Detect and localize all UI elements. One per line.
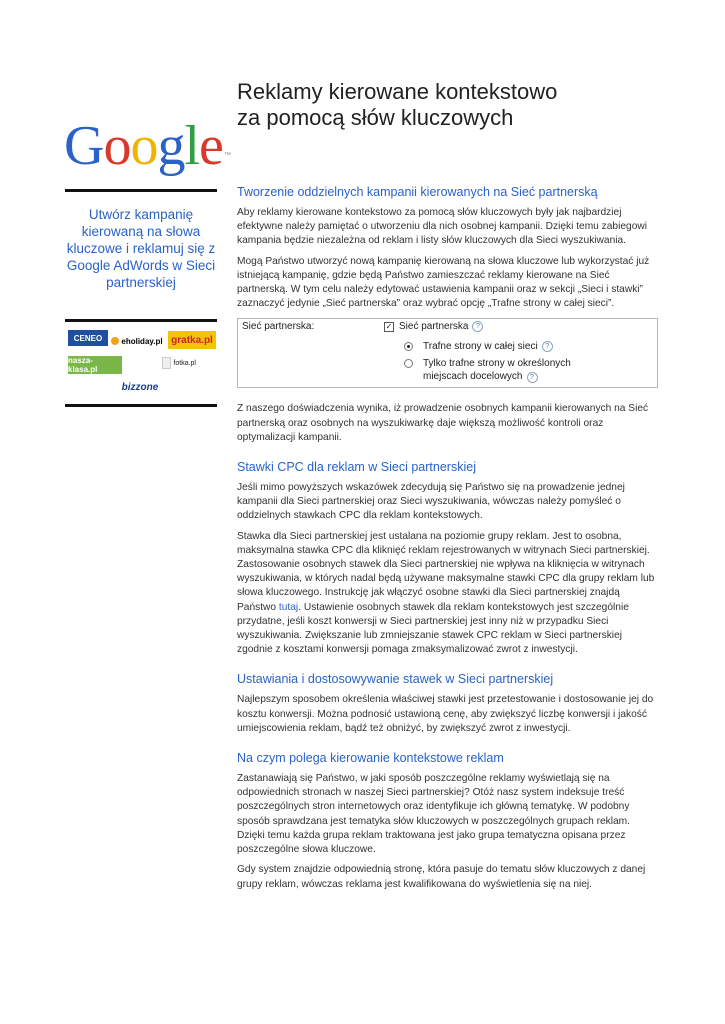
nasza-klasa-logo: nasza-klasa.pl [68, 356, 122, 374]
paragraph: Jeśli mimo powyższych wskazówek zdecydują się Państwo się na prowadzenie jednej kampanii dla Sieci partnerskiej oraz Sieci wyszukiwania, wówczas należy pomyśleć o oddzielnych stawkach CPC dla reklam kontekstowych. [237, 482, 625, 522]
section-heading-campaigns: Tworzenie oddzielnych kampanii kierowanych na Sieć partnerską [237, 185, 598, 199]
trademark: ™ [223, 152, 231, 159]
eholiday-logo [111, 334, 163, 348]
sidebar-divider-middle [65, 319, 217, 322]
sidebar-divider-bottom [65, 404, 217, 407]
section-heading-cpc: Stawki CPC dla reklam w Sieci partnerskiej [237, 460, 476, 475]
checkbox-label: Sieć partnerska [399, 321, 469, 333]
radio-relevant-pages-placements[interactable] [404, 357, 593, 383]
help-icon[interactable]: ? [472, 321, 483, 332]
fotka-square-icon [162, 357, 171, 369]
section-heading-contextual-targeting: Na czym polega kierowanie kontekstowe reklam [237, 751, 504, 766]
section-heading-adjusting-bids: Ustawiania i dostosowywanie stawek w Sieci partnerskiej [237, 672, 554, 687]
radio-selected-icon[interactable] [404, 342, 413, 351]
checkbox-checked-icon[interactable]: ✓ [385, 321, 393, 331]
paragraph-text-after: . Ustawienie osobnych stawek dla reklam kontekstowych jest szczególnie przydatne, jeśli koszt konwersji w Sieci partnerskiej jest inny niż w przypadku Sieci wyszukiwania. Zwiększanie lub zmniejszanie stawek CPC reklam w Sieci partnerskiej zgodnie z kosztami konwersji pomaga zmaksymalizować zwrot z inwestycji. [237, 601, 629, 656]
paragraph: Mogą Państwo utworzyć nową kampanię kierowaną na słowa kluczowe lub wykorzystać już istniejącą kampanię, gdzie będą Państwo zamieszczać reklamy kierowane na Sieć partnerską. W tym celu należy edytować ustawienia kampanii oraz w sekcji „Sieci i stawki” zaznaczyć jedynie „Sieć partnerska” oraz wybrać opcję „Trafne strony w całej sieci”. [237, 255, 650, 310]
ceneo-logo: CENEO [68, 330, 108, 346]
paragraph: Zastanawiają się Państwo, w jaki sposób poszczególne reklamy wyświetlają się na odpowiednich stronach w naszej Sieci partnerskiej? Otóż nasz system indeksuje treść poszczególnych stron internetowych oraz identyfikuje ich główną tematykę. W podobny sposób sprawdzana jest tematyka słów kluczowych w poszczególnych grupach reklam. Dzięki temu każda grupa reklam traktowana jest jako grupa tematyczna opisana przez poszczególne słowa kluczowe. [237, 773, 630, 856]
eholiday-dot-icon [111, 337, 119, 345]
radio-unselected-icon[interactable] [404, 359, 413, 368]
fotka-text: fotka.pl [173, 359, 196, 367]
title-line-2: za pomocą słów kluczowych [237, 105, 514, 130]
logo-letter-g2: g [157, 115, 185, 177]
sidebar-callout: Utwórz kampanię kierowaną na słowa kluczowe i reklamuj się z Google AdWords w Sieci partnerskiej [66, 207, 216, 290]
radio-label-placements: Tylko trafne strony w określonych miejscach docelowych [423, 358, 571, 383]
paragraph: Z naszego doświadczenia wynika, iż prowadzenie osobnych kampanii kierowanych na Sieć partnerską oraz osobnych na wyszukiwarkę daje większą możliwość kontroli oraz optymalizacji kampanii. [237, 403, 649, 443]
bizzone-logo: bizzone [121, 381, 159, 393]
eholiday-text: eholiday.pl [121, 336, 163, 346]
radio-label-all: Trafne strony w całej sieci [423, 341, 538, 353]
settings-label: Sieć partnerska: [242, 321, 315, 333]
here-link[interactable]: tutaj [278, 601, 299, 613]
paragraph-with-link [237, 530, 657, 658]
sidebar-divider-top [65, 189, 217, 192]
paragraph: Aby reklamy kierowane kontekstowo za pomocą słów kluczowych były jak najbardziej efektywne należy pamiętać o utworzeniu dla nich osobnej kampanii. Dzięki temu zabiegowi kampania będzie niezależna od reklam i listy słów kluczowych dla Sieci wyszukiwania. [237, 207, 647, 247]
logo-letter-e: e [199, 115, 223, 177]
paragraph: Najlepszym sposobem określenia właściwej stawki jest przetestowanie i dostosowanie jej do kosztu konwersji. Można podnosić ustawioną cenę, aby zwiększyć liczbę konwersji i jakość umiejscowienia reklam, bądź też obniżyć, by zwiększyć zwrot z inwestycji. [237, 694, 654, 734]
logo-letter-l: l [184, 115, 200, 177]
help-icon[interactable]: ? [542, 341, 553, 352]
logo-letter-o2: o [130, 115, 158, 177]
paragraph: Gdy system znajdzie odpowiednią stronę, która pasuje do tematu słów kluczowych z danej grupy reklam, wówczas reklama jest kwalifikowana do wyświetlenia się na niej. [237, 864, 646, 890]
network-settings-box [237, 318, 658, 388]
paragraph-text-before: Stawka dla Sieci partnerskiej jest ustalana na poziomie grupy reklam. Jest to osobna, maksymalna stawka CPC dla kliknięć reklam rejestrowanych w witrynach Sieci partnerskiej. Zastosowanie osobnych stawek dla Sieci partnerskiej nie wpływa na kliknięcia w witrynach wyszukiwania, w których nadal będą używane maksymalne stawki CPC dla grupy reklam lub słowa kluczowego. Instrukcję jak włączyć osobne stawki dla Sieci partnerskiej znajdą Państwo [237, 530, 655, 613]
title-line-1: Reklamy kierowane kontekstowo [237, 79, 558, 104]
fotka-logo [162, 356, 196, 370]
partner-network-checkbox[interactable] [384, 321, 483, 332]
page-title [237, 79, 677, 131]
logo-letter-o1: o [103, 115, 131, 177]
help-icon[interactable]: ? [527, 372, 538, 383]
google-logo [64, 116, 231, 176]
main-content [237, 184, 657, 898]
radio-relevant-pages-all[interactable] [404, 341, 553, 352]
gratka-logo: gratka.pl [168, 331, 216, 349]
logo-letter-g: G [64, 115, 104, 177]
partner-logos [65, 330, 217, 400]
